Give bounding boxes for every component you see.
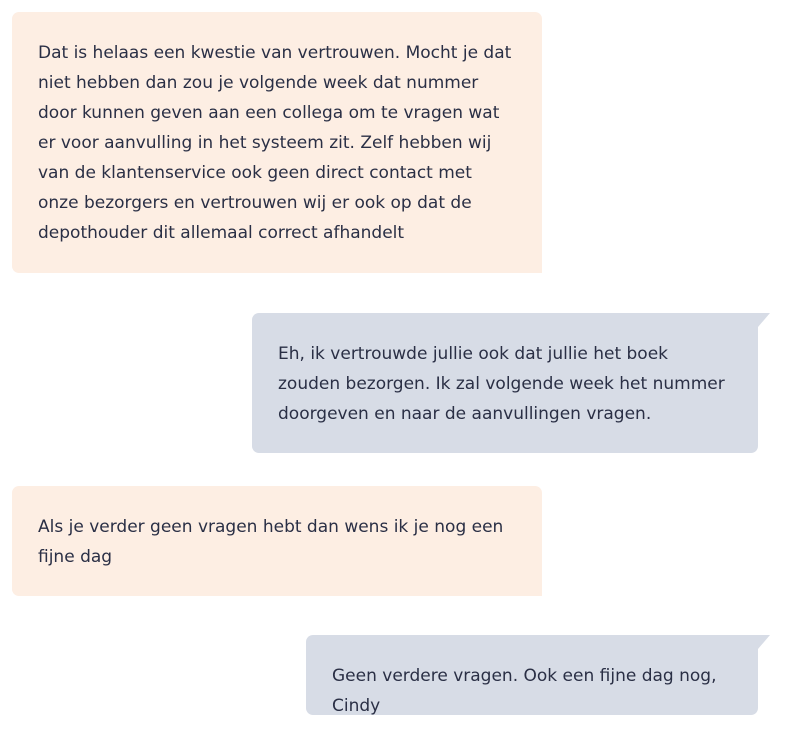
user-message	[252, 313, 758, 453]
agent-message	[12, 12, 542, 273]
message-text: Eh, ik vertrouwde jullie ook dat jullie het boek zouden bezorgen. Ik zal volgende week het nummer doorgeven en naar de aanvullingen vragen.	[278, 344, 725, 424]
message-text: Als je verder geen vragen hebt dan wens ik je nog een fijne dag	[38, 517, 504, 567]
message-text: Dat is helaas een kwestie van vertrouwen. Mocht je dat niet hebben dan zou je volgende week dat nummer door kunnen geven aan een collega om te vragen wat er voor aanvulling in het systeem zit. Zelf hebben wij van de klantenservice ook geen direct contact met onze bezorgers en vertrouwen wij er ook op dat de depothouder dit allemaal correct afhandelt	[38, 43, 512, 243]
message-text: Geen verdere vragen. Ook een fijne dag nog, Cindy	[332, 666, 717, 716]
user-message	[306, 635, 758, 715]
agent-message	[12, 486, 542, 596]
